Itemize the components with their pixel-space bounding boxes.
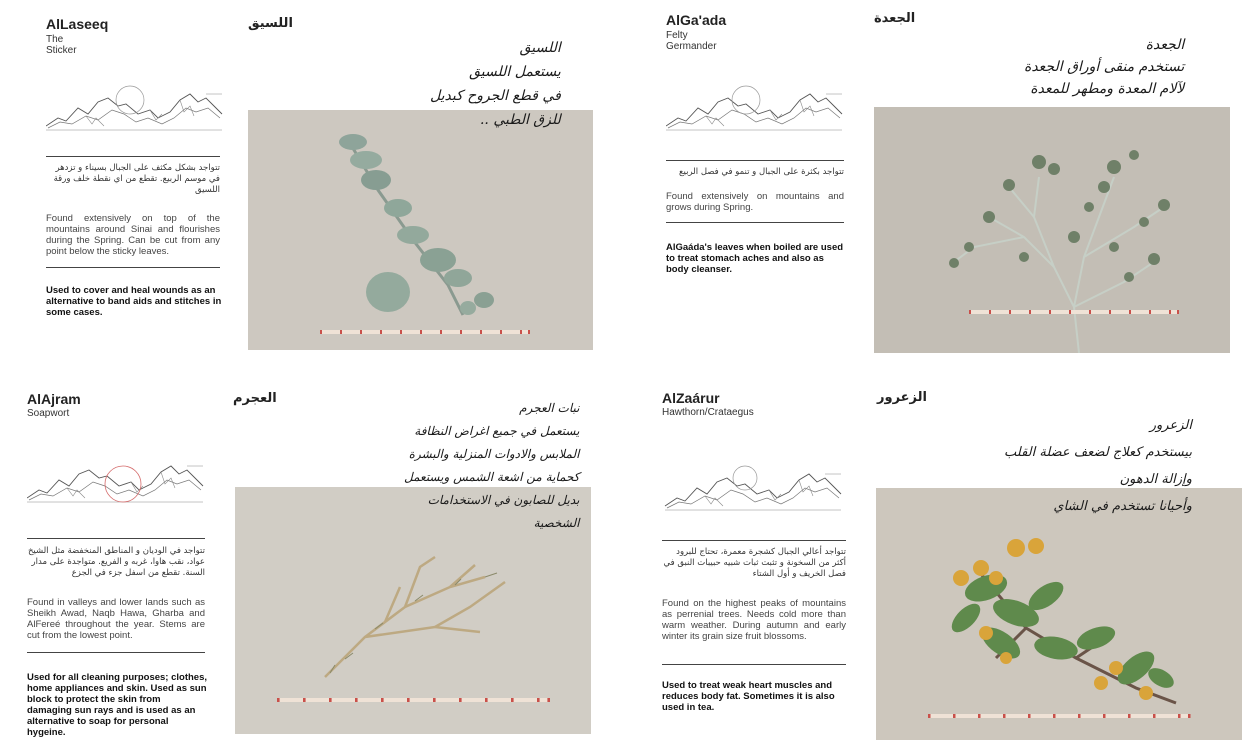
plant-name: AlAjram — [27, 391, 81, 407]
handwriting-line: نبات العجرم — [519, 401, 580, 415]
plant-common-name: Hawthorn/Crataegus — [662, 407, 754, 418]
handwriting-line: بيستخدم كعلاج لضعف عضلة القلب — [1004, 445, 1192, 460]
arabic-description: تتواجد بشكل مكثف على الجبال بسيناء و تزدهر في موسم الربيع. تقطع من اي نقطة خلف ورقة اللسيق — [53, 163, 220, 195]
english-description: Found extensively on top of the mountains around Sinai and flourishes during the Spring. Can be cut from any point below the sticky leaves. — [46, 213, 220, 257]
usage-description: Used for all cleaning purposes; clothes, home appliances and skin. Used as sun block to protect the skin from damaging sun rays and is used as an alternative to soap for personal hygeine. — [27, 672, 208, 738]
arabic-description: تتواجد بكثرة على الجبال و تنمو في فصل الربيع — [679, 167, 844, 177]
handwritten-note — [430, 36, 561, 132]
plant-name: AlLaseeq — [46, 16, 109, 32]
divider — [46, 156, 220, 157]
handwriting-line: وأحيانا تستخدم في الشاي — [1053, 499, 1192, 514]
handwriting-line: اللسيق — [519, 40, 561, 56]
handwriting-line: للزق الطبي .. — [479, 112, 561, 128]
usage-description: Used to cover and heal wounds as an alternative to band aids and stitches in some cases. — [46, 285, 222, 318]
handwriting-line: الزعرور — [1149, 418, 1192, 433]
mountain-sun-sketch-icon — [666, 84, 844, 134]
handwriting-line: لآلام المعدة ومطهر للمعدة — [1030, 81, 1185, 97]
plant-arabic-title: الجعدة — [874, 11, 916, 26]
english-description: Found extensively on mountains and grows during Spring. — [666, 191, 844, 213]
handwriting-line: الجعدة — [1145, 37, 1185, 53]
handwriting-line: بديل للصابون في الاستخدامات — [427, 493, 580, 507]
usage-description: Used to treat weak heart muscles and reduces body fat. Sometimes it is also used in tea. — [662, 680, 835, 713]
plant-common-name: The Sticker — [46, 34, 77, 56]
arabic-description: تتواجد أعالي الجبال كشجرة معمرة، تحتاج للبرود أكثر من السخونة و تثبت ثبات شبيه حبيبات النبق في فصل الخريف و أول الشتاء — [663, 547, 846, 579]
plant-arabic-title: الزعرور — [877, 390, 927, 405]
handwriting-line: يستعمل اللسيق — [469, 64, 561, 80]
handwriting-line: كحماية من اشعة الشمس ويستعمل — [404, 470, 580, 484]
handwriting-line: تستخدم منقى أوراق الجعدة — [1024, 59, 1185, 75]
plant-photo — [248, 110, 593, 350]
handwriting-line: وإزالة الدهون — [1119, 472, 1192, 487]
plant-arabic-title: العجرم — [233, 391, 277, 406]
divider — [662, 540, 846, 541]
plant-photo — [874, 107, 1230, 353]
handwriting-line: الشخصية — [533, 516, 580, 530]
divider — [46, 267, 220, 268]
plant-photo — [876, 488, 1242, 740]
english-description: Found in valleys and lower lands such as Sheikh Awad, Naqb Hawa, Gharba and AlFereé throughout the year. Stems are cut from the lowest point. — [27, 597, 205, 641]
plant-name: AlGa'ada — [666, 12, 727, 28]
plant-name: AlZaárur — [662, 390, 720, 406]
divider — [27, 652, 205, 653]
handwritten-note — [404, 397, 579, 535]
handwriting-line: في قطع الجروح كبديل — [430, 88, 561, 104]
arabic-description: تتواجد في الوديان و المناطق المنخفضة مثل الشيخ عواد، نقب هاوا، غربه و الفريع. متواجدة على مدار السنة. تقطع من اسفل جزء في الجزع — [27, 546, 205, 578]
divider — [662, 664, 846, 665]
plant-common-name: Soapwort — [27, 408, 70, 419]
usage-description: AlGaáda's leaves when boiled are used to treat stomach aches and also as body cleanser. — [666, 242, 844, 275]
handwritten-note — [1004, 412, 1192, 520]
mountain-sun-sketch-icon — [46, 84, 224, 134]
plant-common-name: Felty Germander — [666, 30, 717, 52]
divider — [27, 538, 205, 539]
divider — [666, 160, 844, 161]
divider — [666, 222, 844, 223]
handwriting-line: الملابس والادوات المنزلية والبشرة — [408, 447, 580, 461]
mountain-sun-sketch-icon — [662, 464, 846, 514]
handwritten-note — [1024, 34, 1184, 100]
mountain-sun-sketch-icon — [27, 456, 205, 506]
handwriting-line: يستعمل في جميع اغراض النظافة — [414, 424, 580, 438]
plant-arabic-title: اللسيق — [248, 16, 293, 31]
english-description: Found on the highest peaks of mountains as perrenial trees. Needs cold more than warm weather. During autumn and early winter its grain size fruit blossoms. — [662, 598, 846, 642]
